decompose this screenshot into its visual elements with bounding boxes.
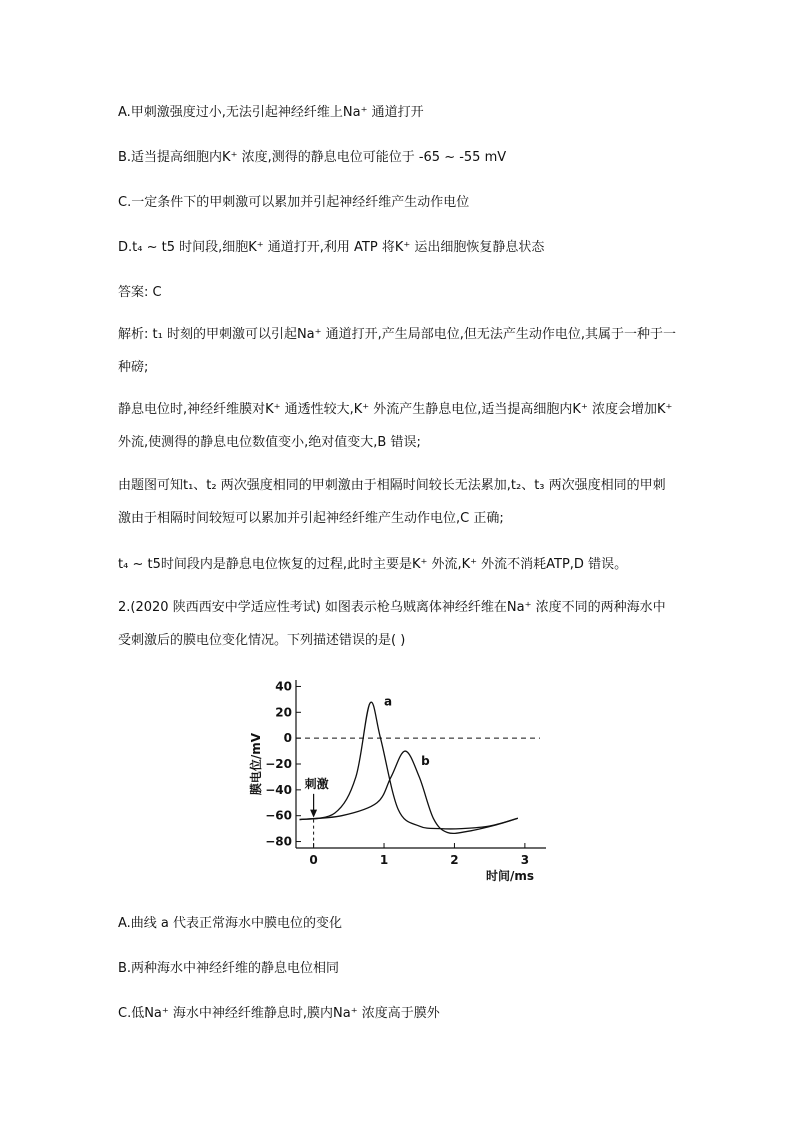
y-axis-label: 膜电位/mV bbox=[249, 732, 263, 796]
x-tick-label: 3 bbox=[520, 853, 530, 867]
q2-option-c: C.低Na⁺ 海水中神经纤维静息时,膜内Na⁺ 浓度高于膜外 bbox=[118, 1006, 440, 1021]
q1-analysis-2: 静息电位时,神经纤维膜对K⁺ 通透性较大,K⁺ 外流产生静息电位,适当提高细胞内K⁺ 浓度会增加K⁺ 外流,使测得的静息电位数值变小,绝对值变大,B 错误; bbox=[118, 402, 673, 450]
y-tick-label: 40 bbox=[275, 679, 292, 694]
y-tick-label: 20 bbox=[275, 705, 292, 720]
y-tick-label: −20 bbox=[265, 757, 292, 771]
chart-series bbox=[300, 702, 518, 833]
q2-option-b: B.两种海水中神经纤维的静息电位相同 bbox=[118, 961, 340, 976]
x-axis-label: 时间/ms bbox=[485, 869, 535, 883]
q2-option-a: A.曲线 a 代表正常海水中膜电位的变化 bbox=[118, 916, 343, 931]
membrane-potential-chart bbox=[236, 668, 556, 888]
q1-option-a: A.甲刺激强度过小,无法引起神经纤维上Na⁺ 通道打开 bbox=[118, 105, 424, 120]
series-b-line bbox=[300, 751, 518, 833]
y-tick-label: −40 bbox=[265, 782, 292, 797]
y-tick-label: 0 bbox=[283, 731, 292, 746]
series-a-label: a bbox=[383, 694, 393, 709]
x-tick-label: 2 bbox=[450, 853, 459, 867]
q1-analysis-3: 由题图可知t₁、t₂ 两次强度相同的甲刺激由于相隔时间较长无法累加,t₂、t₃ 两次强度相同的甲刺激由于相隔时间较短可以累加并引起神经纤维产生动作电位,C 正确; bbox=[118, 478, 666, 526]
series-b-label: b bbox=[421, 754, 430, 769]
q1-option-c: C.一定条件下的甲刺激可以累加并引起神经纤维产生动作电位 bbox=[118, 195, 470, 210]
q1-analysis-4: t₄ ~ t5时间段内是静息电位恢复的过程,此时主要是K⁺ 外流,K⁺ 外流不消耗ATP,D 错误。 bbox=[118, 557, 628, 572]
x-tick-label: 0 bbox=[309, 853, 318, 867]
y-tick-label: −60 bbox=[265, 808, 292, 823]
stimulus-annotation: 刺激 bbox=[304, 776, 329, 791]
zero-reference-line bbox=[296, 738, 540, 848]
y-tick-label: −80 bbox=[265, 834, 292, 849]
q1-option-d: D.t₄ ~ t5 时间段,细胞K⁺ 通道打开,利用 ATP 将K⁺ 运出细胞恢复静息状态 bbox=[118, 240, 545, 255]
q1-answer: 答案: C bbox=[118, 285, 162, 300]
q2-stem: 2.(2020 陕西西安中学适应性考试) 如图表示枪乌贼离体神经纤维在Na⁺ 浓度不同的两种海水中受刺激后的膜电位变化情况。下列描述错误的是( ) bbox=[118, 600, 666, 648]
chart-axes bbox=[265, 679, 546, 867]
stimulus-arrowhead bbox=[310, 810, 317, 818]
q1-analysis-1: 解析: t₁ 时刻的甲刺激可以引起Na⁺ 通道打开,产生局部电位,但无法产生动作电位,其属于一种于一种磅; bbox=[118, 327, 677, 375]
x-tick-label: 1 bbox=[379, 853, 389, 867]
series-a-line bbox=[300, 702, 518, 829]
q1-option-b: B.适当提高细胞内K⁺ 浓度,测得的静息电位可能位于 -65 ~ -55 mV bbox=[118, 150, 507, 165]
